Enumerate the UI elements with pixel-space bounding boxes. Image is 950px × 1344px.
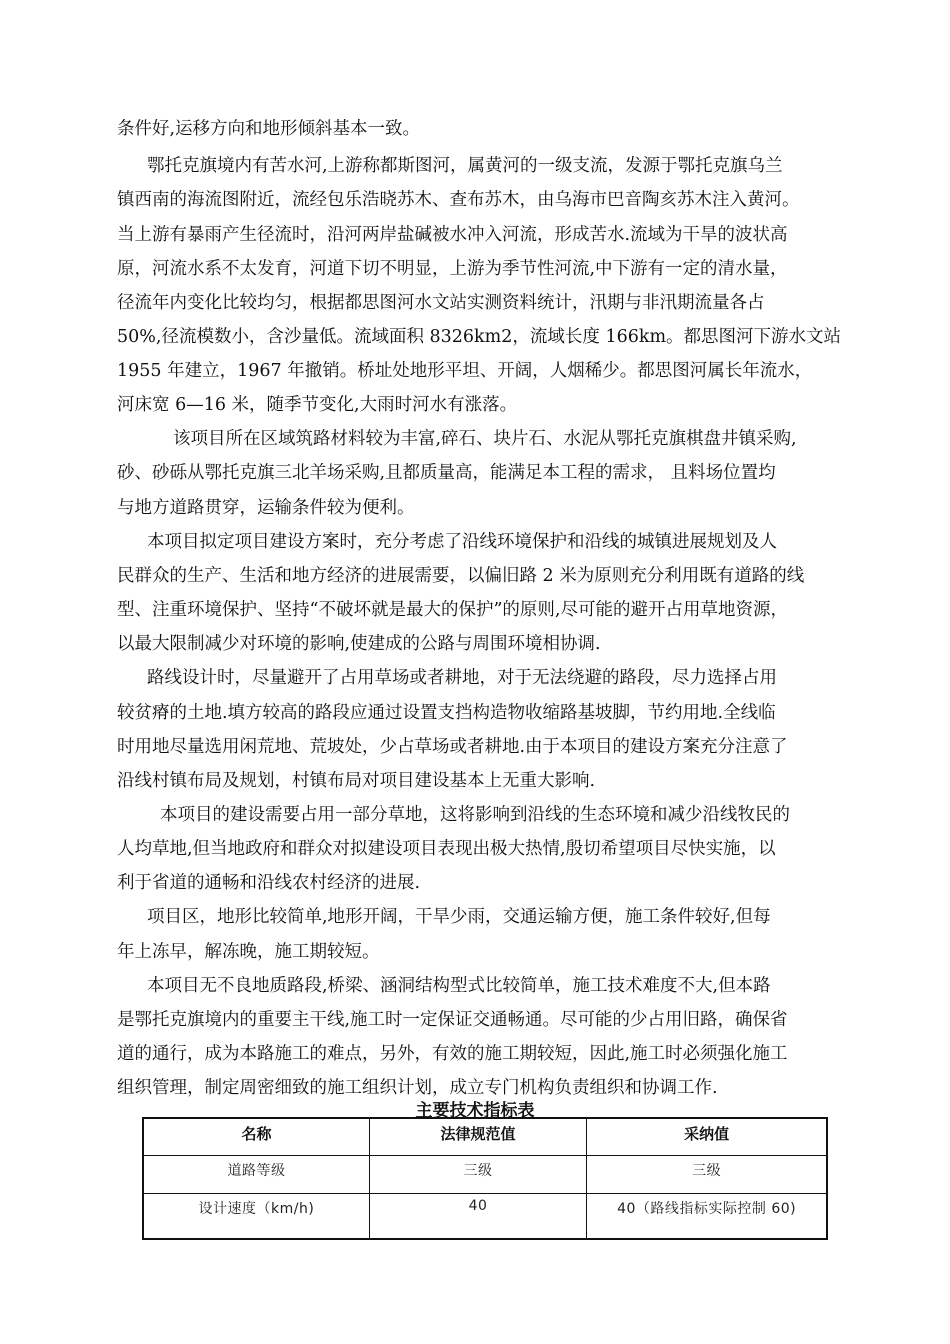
header-standard-value: 法律规范值 (369, 1118, 586, 1156)
text-line: 河床宽 6—16 米，随季节变化,大雨时河水有涨落。 (117, 395, 518, 415)
text-line: 50%,径流模数小，含沙量低。流域面积 8326km2，流域长度 166km。都思图河下游水文站 (117, 327, 842, 347)
text-line: 砂、砂砾从鄂托克旗三北羊场采购,且都质量高，能满足本工程的需求， 且料场位置均 (117, 463, 776, 483)
text-line: 是鄂托克旗境内的重要主干线,施工时一定保证交通畅通。尽可能的少占用旧路，确保省 (117, 1010, 788, 1030)
text-line: 时用地尽量选用闲荒地、荒坡处，少占草场或者耕地.由于本项目的建设方案充分注意了 (117, 737, 788, 757)
text-line: 沿线村镇布局及规划，村镇布局对项目建设基本上无重大影响. (117, 771, 596, 791)
text-line: 当上游有暴雨产生径流时，沿河两岸盐碱被水冲入河流，形成苦水.流域为干旱的波状高 (117, 225, 788, 245)
text-line: 利于省道的通畅和沿线农村经济的进展. (117, 873, 421, 893)
text-line: 以最大限制减少对环境的影响,使建成的公路与周围环境相协调. (117, 634, 601, 654)
header-name: 名称 (143, 1118, 369, 1156)
table-cell: 40（路线指标实际控制 60) (587, 1194, 827, 1240)
text-line: 组织管理，制定周密细致的施工组织计划，成立专门机构负责组织和协调工作. (117, 1078, 718, 1098)
text-line: 镇西南的海流图附近，流经包乐浩晓苏木、查布苏木，由乌海市巴音陶亥苏木注入黄河。 (117, 190, 800, 210)
text-line: 本项目的建设需要占用一部分草地，这将影响到沿线的生态环境和减少沿线牧民的 (160, 805, 790, 825)
table-cell: 道路等级 (143, 1156, 369, 1194)
text-line: 原，河流水系不太发育，河道下切不明显，上游为季节性河流,中下游有一定的清水量， (117, 259, 788, 279)
table-caption: 主要技术指标表 (415, 1101, 535, 1121)
technical-indicators-table (142, 1117, 828, 1240)
text-line: 条件好,运移方向和地形倾斜基本一致。 (117, 119, 421, 139)
text-line: 鄂托克旗境内有苦水河,上游称都斯图河，属黄河的一级支流，发源于鄂托克旗乌兰 (147, 156, 783, 176)
table-cell: 三级 (587, 1156, 827, 1194)
text-line: 与地方道路贯穿，运输条件较为便利。 (117, 498, 415, 518)
text-line: 人均草地,但当地政府和群众对拟建设项目表现出极大热情,殷切希望项目尽快实施，以 (117, 839, 776, 859)
text-line: 年上冻早，解冻晚，施工期较短。 (117, 942, 380, 962)
text-line: 道的通行，成为本路施工的难点，另外，有效的施工期较短，因此,施工时必须强化施工 (117, 1044, 788, 1064)
table-row (143, 1194, 827, 1240)
text-line: 民群众的生产、生活和地方经济的进展需要，以偏旧路 2 米为原则充分利用既有道路的线 (117, 566, 805, 586)
table-row (143, 1156, 827, 1194)
text-line: 较贫瘠的土地.填方较高的路段应通过设置支挡构造物收缩路基坡脚，节约用地.全线临 (117, 703, 776, 723)
text-line: 本项目拟定项目建设方案时，充分考虑了沿线环境保护和沿线的城镇进展规划及人 (147, 532, 777, 552)
text-line: 型、注重环境保护、坚持“不破坏就是最大的保护”的原则,尽可能的避开占用草地资源， (117, 600, 788, 620)
text-line: 1955 年建立，1967 年撤销。桥址处地形平坦、开阔，人烟稀少。都思图河属长年流水， (117, 361, 813, 381)
text-line: 径流年内变化比较均匀，根据都思图河水文站实测资料统计，汛期与非汛期流量各占 (117, 293, 765, 313)
text-line: 项目区，地形比较简单,地形开阔，干旱少雨，交通运输方便，施工条件较好,但每 (147, 907, 771, 927)
header-adopted-value: 采纳值 (587, 1118, 827, 1156)
text-line: 本项目无不良地质路段,桥梁、涵洞结构型式比较简单，施工技术难度不大,但本路 (147, 976, 771, 996)
table-cell: 设计速度（km/h) (143, 1194, 369, 1240)
table-cell: 三级 (369, 1156, 586, 1194)
text-line: 路线设计时，尽量避开了占用草场或者耕地，对于无法绕避的路段，尽力选择占用 (147, 668, 777, 688)
table-header-row (143, 1118, 827, 1156)
table-cell: 40 (369, 1194, 586, 1240)
text-line: 该项目所在区域筑路材料较为丰富,碎石、块片石、水泥从鄂托克旗棋盘井镇采购, (173, 429, 797, 449)
